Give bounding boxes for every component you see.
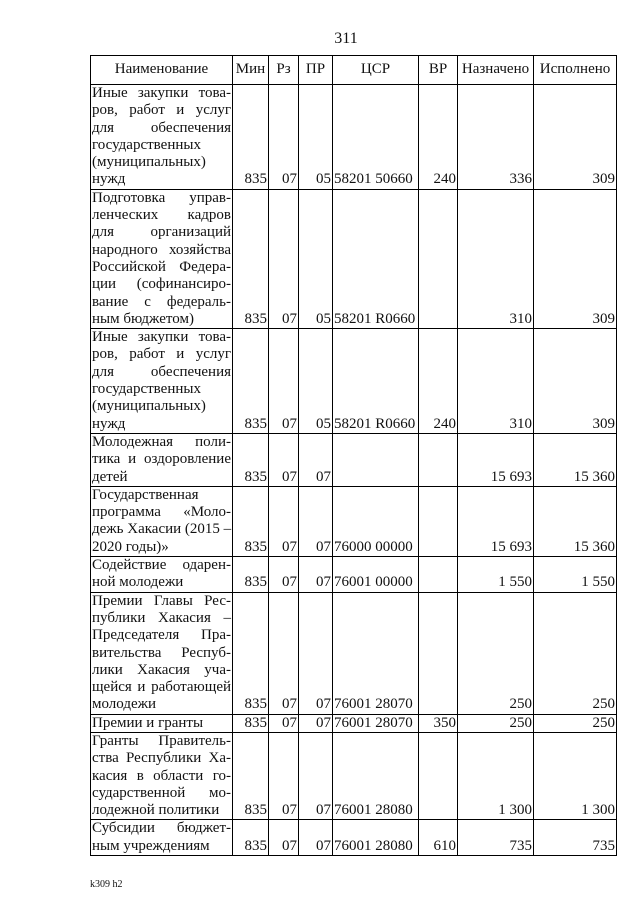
table-header-row (91, 56, 617, 85)
name-line: ным бюджетом) (92, 310, 194, 327)
table-row (91, 85, 617, 190)
cell-rz: 07 (269, 85, 299, 190)
cell-min: 835 (233, 85, 269, 190)
footer-code: k309 h2 (90, 879, 123, 890)
name-line: ров, работ и услуг (92, 346, 231, 363)
cell-csr (333, 433, 419, 486)
cell-pr: 05 (299, 85, 333, 190)
cell-name (91, 329, 233, 434)
name-line: для обеспечения (92, 119, 231, 136)
name-line: народного хозяйства (92, 241, 231, 258)
cell-vr (419, 189, 458, 328)
name-line: щейся и работающей (92, 679, 231, 696)
cell-pr: 07 (299, 486, 333, 556)
cell-csr: 58201 50660 (333, 85, 419, 190)
name-line: государственных (92, 136, 201, 153)
table-row (91, 557, 617, 593)
cell-min: 835 (233, 557, 269, 593)
cell-pr: 07 (299, 732, 333, 819)
cell-executed: 735 (534, 820, 617, 856)
name-line: вительства Респуб- (92, 644, 231, 661)
name-line: (муниципальных) (92, 154, 206, 171)
name-line: Председателя Пра- (92, 627, 231, 644)
table-row (91, 329, 617, 434)
name-line: ции (софинансиро- (92, 276, 231, 293)
table-body (91, 85, 617, 856)
cell-rz: 07 (269, 329, 299, 434)
header-vr: ВР (419, 56, 458, 85)
header-min: Мин (233, 56, 269, 85)
cell-csr: 76001 00000 (333, 557, 419, 593)
cell-name (91, 433, 233, 486)
name-line: Премии Главы Рес- (92, 592, 231, 609)
cell-min: 835 (233, 732, 269, 819)
cell-min: 835 (233, 820, 269, 856)
cell-assigned: 250 (458, 592, 534, 714)
cell-name (91, 189, 233, 328)
name-line: Гранты Правитель- (92, 732, 231, 749)
header-pr: ПР (299, 56, 333, 85)
cell-csr: 58201 R0660 (333, 329, 419, 434)
cell-pr: 07 (299, 820, 333, 856)
name-line: программа «Моло- (92, 504, 231, 521)
cell-name (91, 732, 233, 819)
cell-assigned: 1 300 (458, 732, 534, 819)
cell-rz: 07 (269, 714, 299, 732)
cell-pr: 05 (299, 189, 333, 328)
budget-table (90, 55, 617, 856)
name-line: публики Хакасия – (92, 609, 231, 626)
cell-vr (419, 486, 458, 556)
cell-csr: 76001 28080 (333, 732, 419, 819)
cell-executed: 250 (534, 714, 617, 732)
name-line: тика и оздоровление (92, 451, 231, 468)
name-line: ной молодежи (92, 574, 184, 591)
cell-rz: 07 (269, 732, 299, 819)
cell-min: 835 (233, 329, 269, 434)
table-row (91, 433, 617, 486)
cell-pr: 05 (299, 329, 333, 434)
cell-rz: 07 (269, 557, 299, 593)
header-csr: ЦСР (333, 56, 419, 85)
name-line: Российской Федера- (92, 258, 231, 275)
cell-name (91, 714, 233, 732)
cell-pr: 07 (299, 557, 333, 593)
table-row (91, 732, 617, 819)
name-line: ров, работ и услуг (92, 102, 231, 119)
cell-rz: 07 (269, 820, 299, 856)
cell-name (91, 557, 233, 593)
table-row (91, 820, 617, 856)
name-line: ства Республики Ха- (92, 750, 231, 767)
name-line: Премии и гранты (92, 714, 204, 731)
table-row (91, 486, 617, 556)
cell-rz: 07 (269, 486, 299, 556)
cell-pr: 07 (299, 714, 333, 732)
header-name: Наименование (91, 56, 233, 85)
cell-csr: 76001 28080 (333, 820, 419, 856)
cell-name (91, 820, 233, 856)
header-rz: Рз (269, 56, 299, 85)
cell-csr: 76001 28070 (333, 714, 419, 732)
cell-assigned: 250 (458, 714, 534, 732)
cell-assigned: 15 693 (458, 486, 534, 556)
cell-assigned: 15 693 (458, 433, 534, 486)
cell-min: 835 (233, 714, 269, 732)
cell-min: 835 (233, 189, 269, 328)
cell-min: 835 (233, 486, 269, 556)
cell-executed: 250 (534, 592, 617, 714)
cell-name (91, 85, 233, 190)
name-line: касия в области го- (92, 767, 231, 784)
name-line: Подготовка управ- (92, 189, 231, 206)
name-line: Иные закупки това- (92, 329, 231, 346)
table-row (91, 592, 617, 714)
name-line: Содействие одарен- (92, 557, 231, 574)
cell-name (91, 486, 233, 556)
cell-vr: 610 (419, 820, 458, 856)
cell-min: 835 (233, 433, 269, 486)
name-line: лодежной политики (92, 802, 220, 819)
cell-vr (419, 732, 458, 819)
name-line: Субсидии бюджет- (92, 820, 231, 837)
name-line: молодежи (92, 696, 157, 713)
cell-vr (419, 557, 458, 593)
name-line: Молодежная поли- (92, 433, 231, 450)
cell-executed: 1 550 (534, 557, 617, 593)
cell-csr: 76001 28070 (333, 592, 419, 714)
cell-assigned: 1 550 (458, 557, 534, 593)
name-line: для организаций (92, 224, 231, 241)
cell-min: 835 (233, 592, 269, 714)
cell-vr (419, 592, 458, 714)
name-line: ленческих кадров (92, 207, 231, 224)
name-line: ным учреждениям (92, 837, 210, 854)
cell-pr: 07 (299, 433, 333, 486)
table-row (91, 189, 617, 328)
name-line: сударственной мо- (92, 784, 231, 801)
cell-executed: 1 300 (534, 732, 617, 819)
name-line: нужд (92, 415, 126, 432)
cell-rz: 07 (269, 189, 299, 328)
cell-vr: 240 (419, 85, 458, 190)
cell-pr: 07 (299, 592, 333, 714)
cell-executed: 309 (534, 329, 617, 434)
header-assigned: Назначено (458, 56, 534, 85)
header-executed: Исполнено (534, 56, 617, 85)
cell-executed: 15 360 (534, 486, 617, 556)
cell-rz: 07 (269, 592, 299, 714)
cell-executed: 309 (534, 85, 617, 190)
name-line: детей (92, 468, 128, 485)
cell-vr: 240 (419, 329, 458, 434)
name-line: 2020 годы)» (92, 538, 169, 555)
cell-executed: 15 360 (534, 433, 617, 486)
name-line: государственных (92, 381, 201, 398)
cell-assigned: 336 (458, 85, 534, 190)
page-number: 311 (334, 30, 358, 47)
cell-csr: 58201 R0660 (333, 189, 419, 328)
name-line: лики Хакасия уча- (92, 661, 231, 678)
cell-name (91, 592, 233, 714)
cell-vr: 350 (419, 714, 458, 732)
name-line: для обеспечения (92, 363, 231, 380)
name-line: дежь Хакасии (2015 – (92, 521, 232, 538)
table-row (91, 714, 617, 732)
name-line: Иные закупки това- (92, 85, 231, 101)
cell-executed: 309 (534, 189, 617, 328)
cell-csr: 76000 00000 (333, 486, 419, 556)
cell-rz: 07 (269, 433, 299, 486)
cell-assigned: 310 (458, 329, 534, 434)
cell-vr (419, 433, 458, 486)
cell-assigned: 735 (458, 820, 534, 856)
name-line: нужд (92, 171, 126, 188)
name-line: вание с федераль- (92, 293, 231, 310)
name-line: Государственная (92, 486, 199, 503)
name-line: (муниципальных) (92, 398, 206, 415)
cell-assigned: 310 (458, 189, 534, 328)
